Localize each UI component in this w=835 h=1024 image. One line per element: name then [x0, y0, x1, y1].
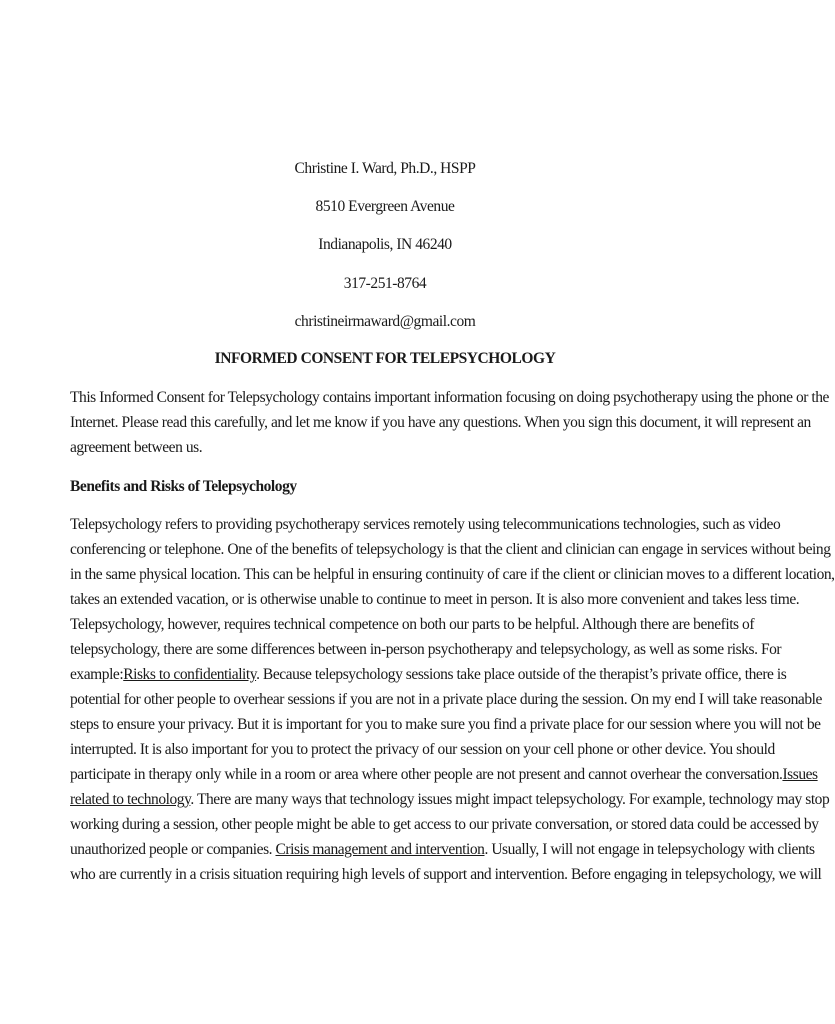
body-text: unauthorized people or companies.: [70, 841, 276, 858]
body-line: telepsychology, there are some differences between in-person psychotherapy and telepsychology, as well as some risks. For: [70, 641, 782, 658]
email-address: christineirmaward@gmail.com: [294, 313, 476, 330]
crisis-management-heading: Crisis management and intervention: [275, 841, 485, 858]
body-line: Telepsychology, however, requires technical competence on both our parts to be helpful. Although there are benefits of: [70, 616, 755, 633]
phone-number: 317-251-8764: [343, 275, 427, 292]
risks-to-confidentiality-heading: Risks to confidentiality: [123, 666, 257, 683]
body-line: [70, 841, 815, 859]
body-line: potential for other people to overhear sessions if you are not in a private place during the session. On my end I will take reasonable: [70, 691, 822, 708]
intro-line: agreement between us.: [70, 439, 203, 456]
city-state-zip: Indianapolis, IN 46240: [318, 236, 452, 253]
body-line: [70, 766, 818, 784]
body-text: example:: [70, 666, 124, 683]
body-line: in the same physical location. This can be helpful in ensuring continuity of care if the client or clinician moves to a different location,: [70, 566, 835, 583]
body-line: working during a session, other people might be able to get access to our private conversation, or stored data could be accessed by: [70, 816, 819, 833]
body-line: who are currently in a crisis situation requiring high levels of support and intervention. Before engaging in telepsychology, we will: [70, 866, 822, 883]
body-text: . Because telepsychology sessions take place outside of the therapist’s private office, there is: [256, 666, 787, 683]
document-title: INFORMED CONSENT FOR TELEPSYCHOLOGY: [214, 350, 556, 367]
body-line: Telepsychology refers to providing psychotherapy services remotely using telecommunications technologies, such as video: [70, 516, 781, 533]
body-line: conferencing or telephone. One of the benefits of telepsychology is that the client and clinician can engage in services without being: [70, 541, 831, 558]
body-line: steps to ensure your privacy. But it is important for you to make sure you find a private place for our session where you will not be: [70, 716, 821, 733]
author-name: Christine I. Ward, Ph.D., HSPP: [294, 160, 476, 177]
intro-line: This Informed Consent for Telepsychology contains important information focusing on doing psychotherapy using the phone or the: [70, 389, 829, 406]
issues-related-to-technology-heading: Issues: [782, 766, 818, 783]
issues-related-to-technology-heading-cont: related to technology: [70, 791, 191, 808]
body-line: [70, 666, 787, 684]
body-text: . Usually, I will not engage in telepsychology with clients: [484, 841, 815, 858]
body-line: takes an extended vacation, or is otherwise unable to continue to meet in person. It is also more convenient and takes less time.: [70, 591, 800, 608]
body-line: [70, 791, 830, 809]
body-line: interrupted. It is also important for you to protect the privacy of our session on your cell phone or other device. You should: [70, 741, 775, 758]
intro-line: Internet. Please read this carefully, and let me know if you have any questions. When you sign this document, it will represent an: [70, 414, 811, 431]
body-text: . There are many ways that technology issues might impact telepsychology. For example, technology may stop: [190, 791, 830, 808]
section-heading: Benefits and Risks of Telepsychology: [70, 478, 297, 495]
body-text: participate in therapy only while in a room or area where other people are not present and cannot overhear the conversation.: [70, 766, 783, 783]
street-address: 8510 Evergreen Avenue: [315, 198, 455, 215]
